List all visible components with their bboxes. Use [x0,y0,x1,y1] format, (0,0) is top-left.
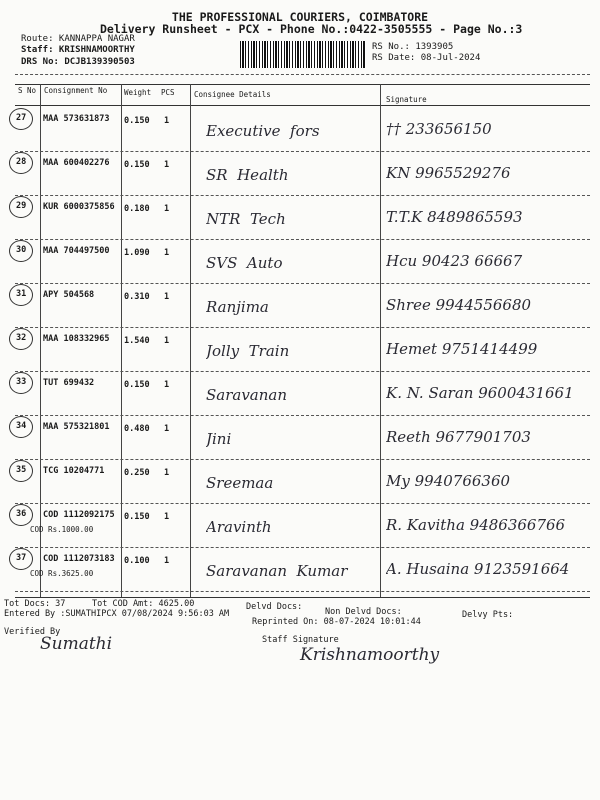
row-weight: 0.150 [124,160,150,170]
row-divider [15,239,590,240]
page-subtitle: Delivery Runsheet - PCX - Phone No.:0422-3505555 - Page No.:3 [100,22,523,36]
row-sno: 35 [16,465,27,475]
row-divider [15,415,590,416]
row-divider [15,591,590,592]
col-rule-3 [190,84,191,597]
row-sno: 33 [16,377,27,387]
row-consignee: NTR Tech [206,210,286,228]
row-weight: 0.150 [124,380,150,390]
row-divider [15,371,590,372]
row-consignment: MAA 573631873 [43,114,110,124]
rs-number: RS No.: 1393905 [372,42,454,52]
row-weight: 0.480 [124,424,150,434]
row-sno: 37 [16,553,27,563]
row-weight: 0.310 [124,292,150,302]
non-delvd-docs: Non Delvd Docs: [325,607,402,617]
col-sno: S No [18,86,37,95]
header-divider [15,74,590,75]
row-weight: 0.150 [124,116,150,126]
row-consignment: APY 504568 [43,290,95,300]
row-consignment: COD 1112073183 [43,554,115,564]
row-divider [15,195,590,196]
row-consignee: Ranjima [206,298,269,316]
row-pcs: 1 [164,512,170,522]
staff-signature-label: Staff Signature [262,635,339,645]
row-consignee: Sreemaa [206,474,274,492]
entered-by: Entered By :SUMATHIPCX 07/08/2024 9:56:03 AM [4,609,230,619]
page-title: THE PROFESSIONAL COURIERS, COIMBATORE [171,10,429,24]
row-pcs: 1 [164,292,170,302]
row-sno: 28 [16,157,27,167]
row-pcs: 1 [164,468,170,478]
row-signature: Hcu 90423 66667 [386,252,523,270]
row-signature: My 9940766360 [386,472,511,490]
row-signature: †† 233656150 [386,120,492,138]
row-pcs: 1 [164,336,170,346]
col-signature: Signature [386,95,427,104]
row-signature: Reeth 9677901703 [386,428,531,446]
row-pcs: 1 [164,248,170,258]
row-consignment: KUR 6000375856 [43,202,115,212]
col-rule-2 [121,84,122,597]
row-divider [15,459,590,460]
delvd-docs: Delvd Docs: [246,602,303,612]
col-rule-4 [380,84,381,597]
row-weight: 1.540 [124,336,150,346]
row-divider [15,503,590,504]
row-cod-amount: COD Rs.3625.00 [30,569,94,578]
row-weight: 0.180 [124,204,150,214]
tot-docs: Tot Docs: 37 [4,599,66,609]
row-signature: R. Kavitha 9486366766 [386,516,566,534]
row-consignee: SR Health [206,166,289,184]
row-signature: A. Husaina 9123591664 [386,560,570,578]
row-signature: K. N. Saran 9600431661 [386,384,574,402]
row-pcs: 1 [164,160,170,170]
row-sno: 32 [16,333,27,343]
row-signature: KN 9965529276 [386,164,511,182]
row-consignee: Executive fors [206,122,320,140]
header-rule-top [15,84,590,85]
verified-signature: Sumathi [40,634,113,654]
row-sno: 29 [16,201,27,211]
row-sno: 36 [16,509,27,519]
row-weight: 0.100 [124,556,150,566]
verified-by-label: Verified By [4,627,61,637]
row-consignee: Saravanan [206,386,288,404]
col-consignment: Consignment No [44,86,108,95]
row-consignee: Aravinth [206,518,272,536]
footer-rule [15,597,590,598]
col-rule-1 [40,84,41,597]
row-sno: 27 [16,113,27,123]
row-weight: 0.250 [124,468,150,478]
row-sno: 31 [16,289,27,299]
row-pcs: 1 [164,556,170,566]
row-consignment: MAA 704497500 [43,246,110,256]
header-rule-bottom [15,105,590,106]
row-weight: 0.150 [124,512,150,522]
row-signature: T.T.K 8489865593 [386,208,523,226]
row-consignment: TUT 699432 [43,378,95,388]
row-divider [15,151,590,152]
row-consignee: SVS Auto [206,254,283,272]
row-signature: Shree 9944556680 [386,296,532,314]
row-consignee: Jolly Train [206,342,290,360]
row-consignment: MAA 108332965 [43,334,110,344]
row-pcs: 1 [164,116,170,126]
col-consignee: Consignee Details [194,90,271,99]
route-label: Route: KANNAPPA NAGAR [21,34,135,44]
row-pcs: 1 [164,204,170,214]
col-pcs: PCS [161,88,175,97]
staff-signature: Krishnamoorthy [300,645,440,665]
row-sno: 34 [16,421,27,431]
row-consignment: MAA 575321801 [43,422,110,432]
reprinted-on: Reprinted On: 08-07-2024 10:01:44 [252,617,421,627]
row-consignment: TCG 10204771 [43,466,105,476]
row-weight: 1.090 [124,248,150,258]
row-consignee: Saravanan Kumar [206,562,348,580]
row-consignee: Jini [206,430,232,448]
row-pcs: 1 [164,380,170,390]
row-cod-amount: COD Rs.1000.00 [30,525,94,534]
row-signature: Hemet 9751414499 [386,340,538,358]
row-divider [15,547,590,548]
rs-date: RS Date: 08-Jul-2024 [372,53,481,63]
drs-number: DRS No: DCJB139390503 [21,57,135,67]
row-consignment: MAA 600402276 [43,158,110,168]
staff-label: Staff: KRISHNAMOORTHY [21,45,135,55]
row-divider [15,327,590,328]
tot-cod-amt: Tot COD Amt: 4625.00 [92,599,195,609]
row-divider [15,283,590,284]
row-sno: 30 [16,245,27,255]
delvy-pts: Delvy Pts: [462,610,514,620]
row-consignment: COD 1112092175 [43,510,115,520]
col-weight: Weight [124,88,152,97]
row-pcs: 1 [164,424,170,434]
barcode [240,41,366,68]
